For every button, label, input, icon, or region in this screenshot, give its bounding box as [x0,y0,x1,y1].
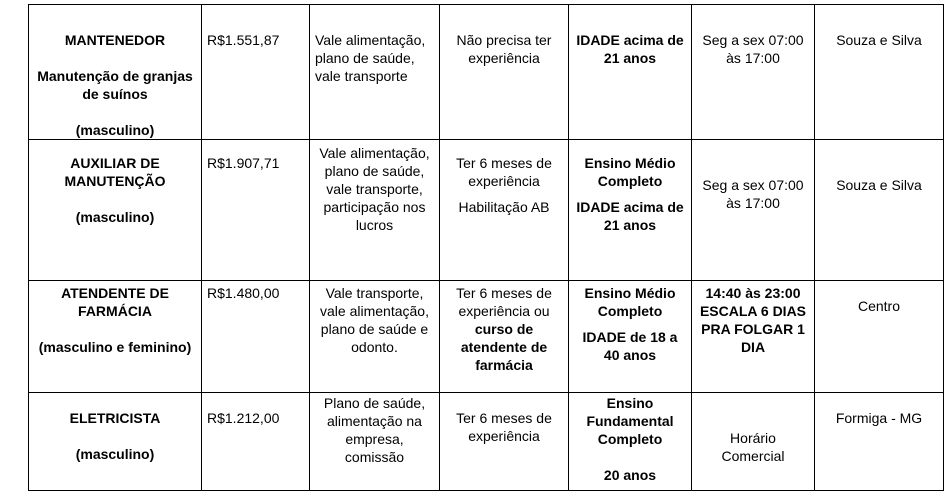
requirement: Ensino Médio Completo [584,155,676,189]
requirement: IDADE acima de 21 anos [576,199,684,233]
benefits: Vale alimentação, plano de saúde, vale transporte [315,32,426,84]
salary: R$1.551,87 [207,32,280,48]
requirement: Ensino Médio Completo [584,285,676,319]
schedule-cell [692,281,815,393]
job-title-cell [29,140,202,281]
location: Formiga - MG [835,410,923,426]
requirements-cell [569,281,692,393]
salary: R$1.212,00 [207,410,280,426]
job-gender: (masculino) [75,446,155,462]
benefits-cell [310,5,440,140]
experience: Ter 6 meses de experiência [456,155,552,189]
table-row [29,5,944,140]
requirements-cell [569,140,692,281]
requirement: IDADE de 18 a 40 anos [582,329,678,363]
location-cell [815,140,944,281]
salary: R$1.907,71 [207,155,280,171]
table-row [29,281,944,393]
experience: Não precisa ter experiência [456,32,552,66]
location: Souza e Silva [836,32,922,48]
schedule-cell [692,5,815,140]
license: Habilitação AB [458,199,550,215]
salary-cell [202,393,310,491]
job-title-cell [29,5,202,140]
location-cell [815,5,944,140]
experience-cell [440,140,569,281]
schedule-cell [692,140,815,281]
table-row [29,393,944,491]
benefits-cell [310,281,440,393]
benefits-cell [310,393,440,491]
benefits: Vale transporte, vale alimentação, plano de saúde e odonto. [320,285,429,355]
job-gender: (masculino e feminino) [38,339,192,355]
requirement: 20 anos [603,467,657,483]
schedule: Horário Comercial [721,430,785,464]
location: Centro [857,298,901,314]
experience-cell [440,5,569,140]
job-gender: (masculino) [75,122,155,138]
jobs-table [28,4,944,491]
job-title-cell [29,281,202,393]
location-cell [815,281,944,393]
location-cell [815,393,944,491]
salary-cell [202,140,310,281]
salary-cell [202,5,310,140]
schedule: 14:40 às 23:00 ESCALA 6 DIAS PRA FOLGAR 1 DIA [699,285,807,355]
experience: Ter 6 meses de experiência ou [456,285,552,319]
location: Souza e Silva [836,177,922,193]
requirement: Ensino Fundamental Completo [586,395,674,447]
salary: R$1.480,00 [207,285,280,301]
requirement: IDADE acima de 21 anos [576,32,684,66]
schedule-cell [692,393,815,491]
job-gender: (masculino) [75,209,155,225]
experience-cell [440,393,569,491]
benefits: Plano de saúde, alimentação na empresa, comissão [323,395,426,465]
job-title: AUXILIAR DE MANUTENÇÃO [64,155,166,189]
job-title: ELETRICISTA [69,410,161,426]
requirements-cell [569,5,692,140]
table-row [29,140,944,281]
schedule: Seg a sex 07:00 às 17:00 [702,177,804,211]
benefits: Vale alimentação, plano de saúde, vale transporte, participação nos lucros [319,145,430,233]
job-title: ATENDENTE DE FARMÁCIA [61,285,169,319]
schedule: Seg a sex 07:00 às 17:00 [702,32,804,66]
job-title-cell [29,393,202,491]
experience: Ter 6 meses de experiência [456,410,552,444]
salary-cell [202,281,310,393]
experience-cell [440,281,569,393]
course: curso de atendente de farmácia [460,321,548,373]
requirements-cell [569,393,692,491]
job-subtitle: Manutenção de granjas de suínos [37,68,193,102]
job-title: MANTENEDOR [64,32,166,48]
benefits-cell [310,140,440,281]
